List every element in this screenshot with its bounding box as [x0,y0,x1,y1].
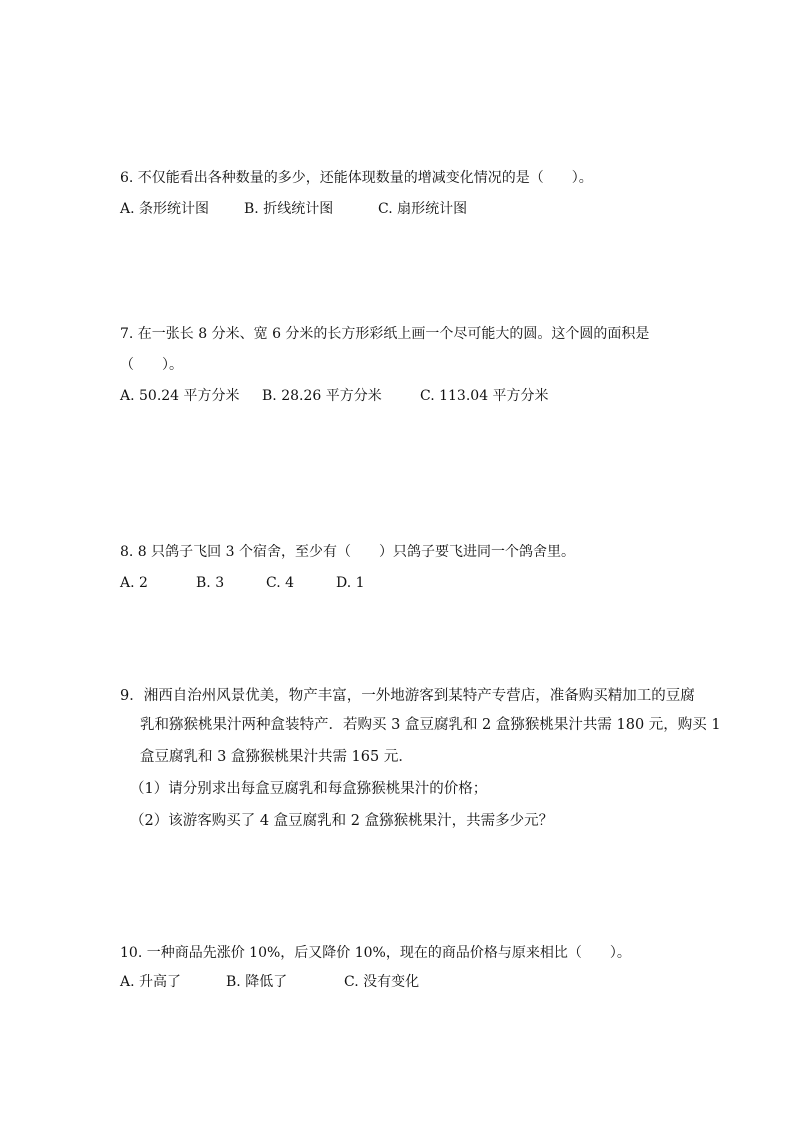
question-8-option-d: D. 1 [336,575,365,591]
question-8-option-c: C. 4 [266,575,295,591]
question-7-stem-line-2: （ ）。 [120,357,183,373]
question-8-option-b: B. 3 [196,575,225,591]
question-8-option-a: A. 2 [120,575,148,591]
question-10-option-c: C. 没有变化 [344,974,420,990]
question-7-stem-line-1: 7. 在一张长 8 分米、宽 6 分米的长方形彩纸上画一个尽可能大的圆。这个圆的面积是 [120,326,650,342]
question-7-option-c: C. 113.04 平方分米 [420,388,549,404]
question-9-subquestion-2: （2）该游客购买了 4 盒豆腐乳和 2 盒猕猴桃果汁，共需多少元？ [130,813,554,829]
question-6-option-a: A. 条形统计图 [120,201,210,217]
question-8-stem: 8. 8 只鸽子飞回 3 个宿舍，至少有（ ）只鸽子要飞进同一个鸽舍里。 [120,544,575,560]
question-6-option-b: B. 折线统计图 [244,201,334,217]
question-6-stem: 6. 不仅能看出各种数量的多少，还能体现数量的增减变化情况的是（ ）。 [120,170,593,186]
question-6-option-c: C. 扇形统计图 [378,201,468,217]
question-9-line-2: 乳和猕猴桃果汁两种盒装特产．若购买 3 盒豆腐乳和 2 盒猕猴桃果汁共需 180 元，购买 1 [140,717,721,733]
question-9-line-3: 盒豆腐乳和 3 盒猕猴桃果汁共需 165 元． [140,749,413,765]
question-10-option-a: A. 升高了 [120,974,182,990]
question-10-option-b: B. 降低了 [226,974,288,990]
question-10-stem: 10. 一种商品先涨价 10%，后又降价 10%，现在的商品价格与原来相比（ ）。 [120,945,631,961]
question-7-option-b: B. 28.26 平方分米 [262,388,382,404]
question-7-option-a: A. 50.24 平方分米 [120,388,240,404]
question-9-line-1: 9．湘西自治州风景优美，物产丰富，一外地游客到某特产专营店，准备购买精加工的豆腐 [120,688,695,704]
question-9-subquestion-1: （1）请分别求出每盒豆腐乳和每盒猕猴桃果汁的价格； [130,781,488,797]
